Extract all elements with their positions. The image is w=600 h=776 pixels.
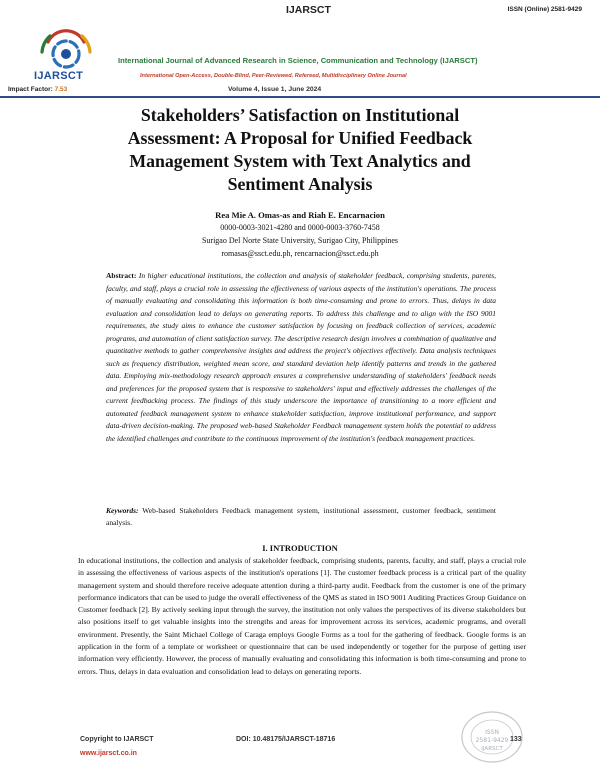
keywords-label: Keywords: (106, 506, 139, 515)
header-divider (0, 96, 600, 98)
section-heading-introduction: I. INTRODUCTION (262, 543, 338, 553)
title-line: Sentiment Analysis (227, 174, 373, 194)
title-line: Management System with Text Analytics and (129, 151, 471, 171)
paper-authors: Rea Mie A. Omas-as and Riah E. Encarnacion (215, 210, 385, 220)
logo-wordmark: IJARSCT (34, 70, 84, 82)
impact-factor-value: 7.53 (54, 86, 68, 93)
footer-doi: DOI: 10.48175/IJARSCT-18716 (236, 736, 336, 743)
keywords-text: Web-based Stakeholders Feedback management system, institutional assessment, customer feedback, sentiment analysis. (106, 506, 496, 527)
volume-issue: Volume 4, Issue 1, June 2024 (228, 86, 322, 93)
journal-brand: IJARSCT (286, 4, 331, 16)
abstract (106, 270, 496, 445)
title-line: Stakeholders’ Satisfaction on Institutional (140, 105, 460, 125)
impact-factor-label: Impact Factor: (8, 86, 55, 93)
journal-logo-icon (36, 28, 96, 70)
introduction-text: In educational institutions, the collection and analysis of stakeholder feedback, comprising students, parents, faculty, and staff, plays a crucial role in assessing the effectiveness of various aspects of the institution's operations [1]. The customer feedback process is a critical part of the quality management system and should therefore receive adequate attention during a third-party audit. Feedback from the customer is one of the primary performance indicators that can be used to judge the overall effectiveness of the QMS as stated in ISO 9001 Auditing Practices Group Guidance on Customer feedback [2]. By actively seeking input through the survey, the institution not only values the perspectives of its diverse stakeholders but also positions itself to get valuable insights into the strengths and areas for improvement across its services, academic programs, and overall environment. Presently, the Saint Michael College of Caraga employs Google Forms as a tool for the gathering of feedback. Google forms is an application in the form of a template or worksheet or questionnaire that can be used independently or together for the purpose of getting user information very efficiently. However, the process of manually evaluating and consolidating this information is both time-consuming and prone to errors. Thus, delays in data evaluation and consolidation lead to delays on generating reports. (78, 556, 526, 676)
author-emails: romasas@ssct.edu.ph, rencarnacion@ssct.edu.ph (221, 249, 379, 258)
abstract-text: In higher educational institutions, the collection and analysis of stakeholder feedback, comprising students, parents, faculty, and staff, plays a crucial role in assessing the effectiveness of various aspects of the institution's operations. The process of manually evaluating and consolidating this information is both time-consuming and prone to errors. Thus, delays in data evaluation and consolidation lead to delays on generating reports. To address this challenge and to align with the ISO 9001 requirements, the study aims to enhance the customer satisfaction by focusing on feedback collection of services, academic programs, and automation of client satisfaction survey. The descriptive research design involves a combination of qualitative and quantitative methods to gather comprehensive insights and address the project's objectives effectively. Data analysis techniques such as frequency distribution, weighted mean score, and standard deviation help identify patterns and trends in the gathered data. Employing mix-methodology research approach ensures a comprehensive understanding of stakeholders' feedback needs and preferences for the proposed system that is responsive to stakeholders' input and effectively addresses the challenges of the current feedbacking process. The findings of this study underscore the importance of transitioning to a more efficient and automated feedback management system to enhance stakeholder satisfaction, improve institutional performance, and support data-driven decision-making. The proposed web-based Stakeholder Feedback management system holds the potential to address the identified challenges and contribute to the continuous improvement of the institution's feedback management practices. (106, 271, 496, 443)
page-number: 133 (510, 736, 522, 743)
title-line: Assessment: A Proposal for Unified Feedback (127, 128, 473, 148)
abstract-label: Abstract: (106, 271, 137, 280)
impact-factor (8, 86, 67, 93)
footer-website-link[interactable]: www.ijarsct.co.in (80, 750, 137, 757)
author-affiliation: Surigao Del Norte State University, Surigao City, Philippines (201, 236, 399, 245)
journal-subtitle: International Open-Access, Double-Blind, Peer-Reviewed, Refereed, Multidisciplinary Online Journal (140, 73, 407, 79)
paper-title (100, 104, 500, 196)
issn-label: ISSN (Online) 2581-9429 (507, 6, 582, 13)
journal-name: International Journal of Advanced Research in Science, Communication and Technology (IJARSCT) (118, 56, 478, 65)
svg-text:ISSN: ISSN (485, 729, 499, 736)
svg-text:2581-9429: 2581-9429 (475, 737, 509, 744)
svg-text:IJARSCT: IJARSCT (481, 746, 503, 752)
footer-copyright: Copyright to IJARSCT (80, 736, 154, 743)
author-orcids: 0000-0003-3021-4280 and 0000-0003-3760-7458 (220, 223, 380, 232)
keywords (106, 505, 496, 529)
